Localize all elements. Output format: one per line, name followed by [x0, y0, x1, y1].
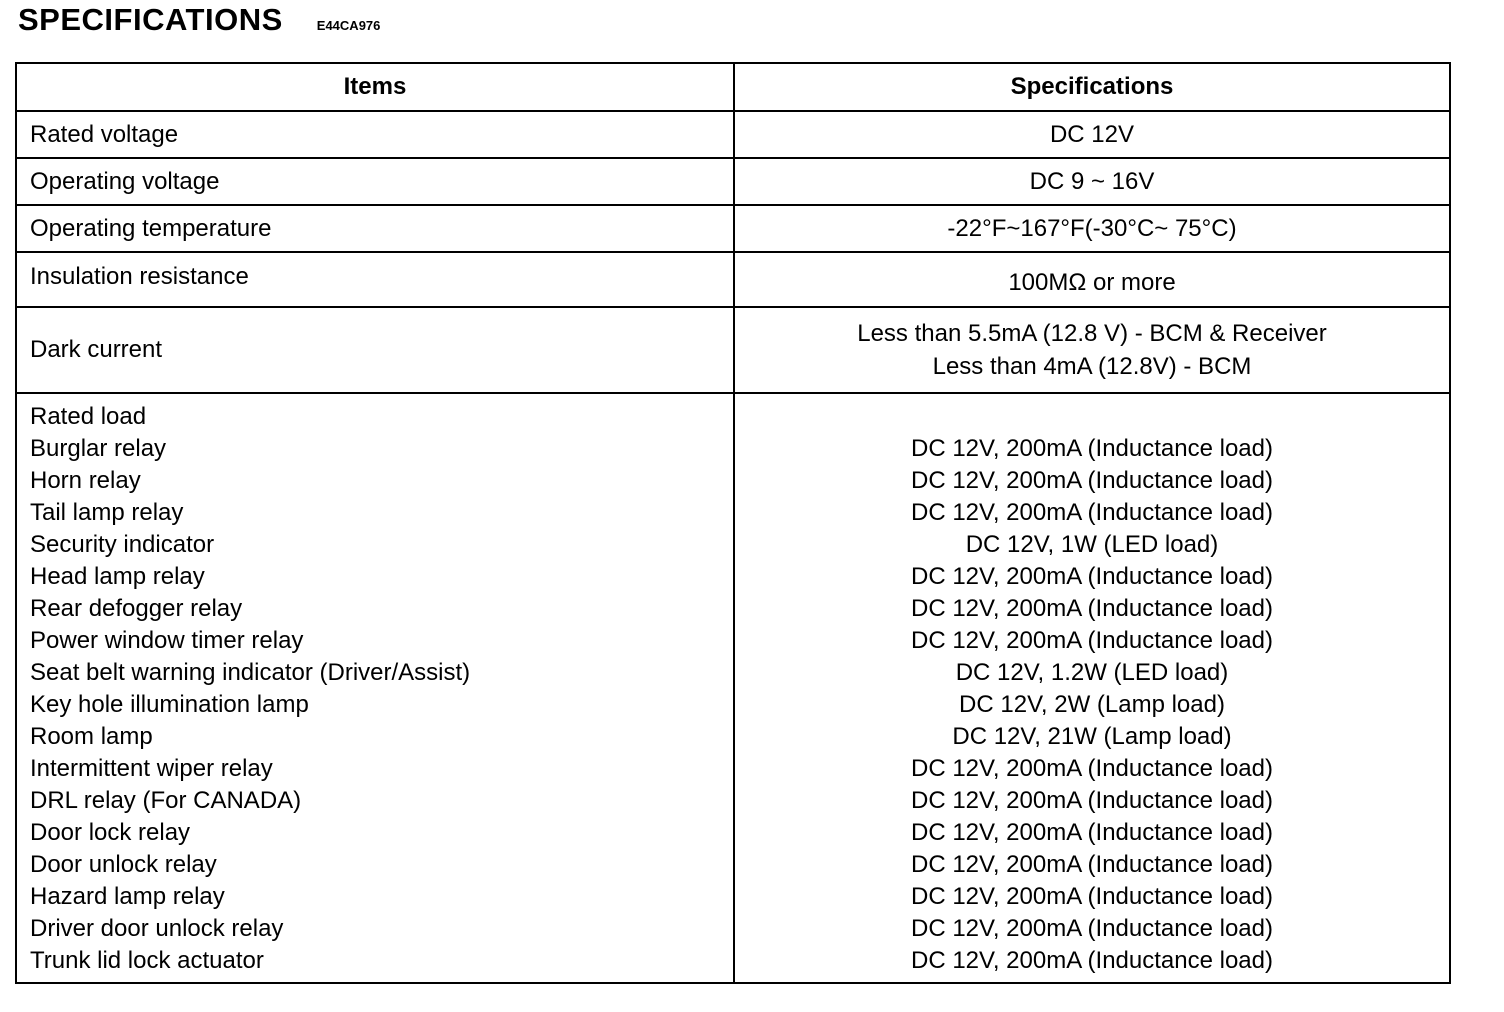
dark-current-spec-line: Less than 4mA (12.8V) - BCM	[932, 353, 1252, 380]
spec-cell	[735, 308, 1449, 392]
load-spec: DC 12V, 200mA (Inductance load)	[910, 467, 1273, 494]
load-spec: DC 12V, 200mA (Inductance load)	[910, 819, 1273, 846]
load-item: DRL relay (For CANADA)	[30, 787, 302, 814]
table-row	[17, 159, 1449, 206]
specifications-table	[15, 62, 1451, 984]
spec-cell: DC 9 ~ 16V	[1029, 167, 1155, 195]
load-item: Door lock relay	[30, 819, 191, 846]
load-spec: DC 12V, 200mA (Inductance load)	[910, 563, 1273, 590]
table-row-dark-current	[17, 308, 1449, 394]
page-header	[18, 2, 380, 42]
rated-load-heading: Rated load	[30, 403, 147, 430]
document-code: E44CA976	[316, 18, 381, 33]
load-item: Tail lamp relay	[30, 499, 184, 526]
spec-cell: 100MΩ or more	[1008, 268, 1176, 296]
items-column-header: Items	[343, 73, 407, 100]
load-spec: DC 12V, 200mA (Inductance load)	[910, 435, 1273, 462]
load-item: Rear defogger relay	[30, 595, 243, 622]
load-spec: DC 12V, 200mA (Inductance load)	[910, 883, 1273, 910]
load-spec: DC 12V, 200mA (Inductance load)	[910, 851, 1273, 878]
table-row	[17, 253, 1449, 308]
load-spec: DC 12V, 21W (Lamp load)	[952, 723, 1232, 750]
dark-current-spec-line: Less than 5.5mA (12.8 V) - BCM & Receiver	[857, 320, 1327, 347]
table-row-rated-load	[17, 394, 1449, 982]
load-item: Horn relay	[30, 467, 141, 494]
table-row	[17, 112, 1449, 159]
load-spec: DC 12V, 200mA (Inductance load)	[910, 787, 1273, 814]
load-spec: DC 12V, 200mA (Inductance load)	[910, 755, 1273, 782]
table-header-row	[17, 64, 1449, 112]
spec-cell: -22°F~167°F(-30°C~ 75°C)	[947, 214, 1237, 242]
load-spec: DC 12V, 200mA (Inductance load)	[910, 499, 1273, 526]
load-spec: DC 12V, 200mA (Inductance load)	[910, 627, 1273, 654]
item-cell: Operating temperature	[30, 214, 272, 242]
rated-load-specs	[735, 433, 1449, 977]
load-spec: DC 12V, 200mA (Inductance load)	[910, 947, 1273, 974]
load-item: Trunk lid lock actuator	[30, 947, 264, 974]
load-spec: DC 12V, 200mA (Inductance load)	[910, 595, 1273, 622]
spec-cell: DC 12V	[1049, 120, 1135, 148]
item-cell: Operating voltage	[30, 167, 220, 195]
load-item: Key hole illumination lamp	[30, 691, 309, 718]
load-spec: DC 12V, 1W (LED load)	[965, 531, 1219, 558]
page-title: SPECIFICATIONS	[18, 2, 283, 37]
item-cell: Dark current	[30, 336, 163, 363]
load-spec: DC 12V, 1.2W (LED load)	[955, 659, 1229, 686]
load-item: Security indicator	[30, 531, 215, 558]
load-item: Driver door unlock relay	[30, 915, 284, 942]
rated-load-items	[30, 401, 470, 977]
item-cell: Insulation resistance	[30, 262, 249, 290]
load-item: Power window timer relay	[30, 627, 304, 654]
specifications-column-header: Specifications	[1010, 73, 1174, 100]
load-item: Door unlock relay	[30, 851, 217, 878]
load-spec: DC 12V, 200mA (Inductance load)	[910, 915, 1273, 942]
load-item: Head lamp relay	[30, 563, 205, 590]
load-item: Intermittent wiper relay	[30, 755, 273, 782]
load-spec: DC 12V, 2W (Lamp load)	[959, 691, 1225, 718]
load-item: Room lamp	[30, 723, 153, 750]
item-cell: Rated voltage	[30, 120, 179, 148]
load-item: Seat belt warning indicator (Driver/Assist)	[30, 659, 471, 686]
load-item: Hazard lamp relay	[30, 883, 225, 910]
table-row	[17, 206, 1449, 253]
load-item: Burglar relay	[30, 435, 167, 462]
